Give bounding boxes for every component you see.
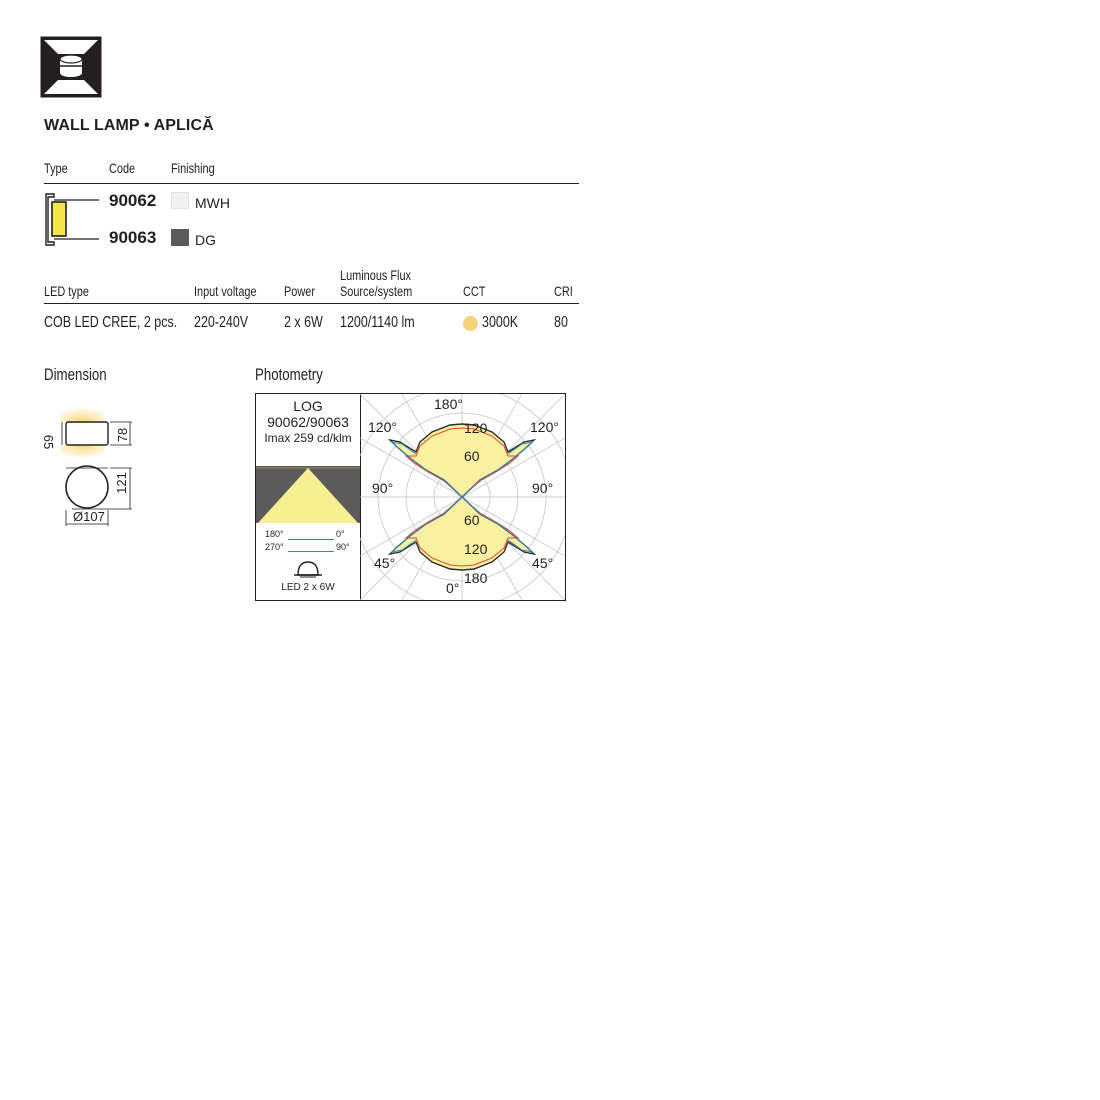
angle-90-left: 90° <box>372 480 394 496</box>
angle-45-left: 45° <box>374 555 396 571</box>
legend-b-right: 90° <box>336 542 350 552</box>
product-code: 90062 <box>109 191 157 210</box>
finish-name: DG <box>195 232 216 248</box>
legend-a-left: 180° <box>265 529 284 539</box>
flux-value: 1200/1140 lm <box>340 314 415 331</box>
photometry-panel <box>255 393 566 601</box>
polar-diagram <box>360 394 565 600</box>
led-source-label: LED 2 x 6W <box>281 582 335 593</box>
radial-60-up: 60 <box>464 448 480 464</box>
color-temperature-dot-icon <box>463 316 478 331</box>
led-type-header: LED type <box>44 283 89 299</box>
finish-swatch-dg <box>171 229 189 246</box>
photometry-label: Photometry <box>255 365 323 384</box>
angle-120-right: 120° <box>530 419 559 435</box>
specs-divider <box>44 303 579 304</box>
legend-a-right: 0° <box>336 529 345 539</box>
radial-120-down: 120 <box>464 541 488 557</box>
finishing-header: Finishing <box>171 160 215 176</box>
source-system-header: Source/system <box>340 283 413 299</box>
photometry-info <box>256 394 361 600</box>
radial-120-up: 120 <box>464 420 488 436</box>
cri-value: 80 <box>554 314 568 331</box>
angle-45-right: 45° <box>532 555 554 571</box>
dimension-label: Dimension <box>44 365 107 384</box>
power-header: Power <box>284 283 315 299</box>
page-title: WALL LAMP • APLICĂ <box>44 117 214 134</box>
cri-header: CRI <box>554 283 573 299</box>
beam-preview <box>256 466 360 523</box>
led-type-value: COB LED CREE, 2 pcs. <box>44 314 178 331</box>
legend-b-left: 270° <box>265 542 284 552</box>
input-voltage-value: 220-240V <box>194 314 249 331</box>
legend-line-b <box>288 551 334 552</box>
photometry-codes: 90062/90063 <box>267 414 349 430</box>
code-header: Code <box>109 160 136 176</box>
diameter-label: Ø107 <box>73 509 105 524</box>
product-code: 90063 <box>109 228 157 247</box>
finish-name: MWH <box>195 195 230 211</box>
finish-swatch-mwh <box>171 192 189 209</box>
imax-label: Imax 259 cd/klm <box>264 431 352 445</box>
height-inner-label: 65 <box>41 434 56 450</box>
depth-label: 121 <box>114 472 129 494</box>
cct-header: CCT <box>463 283 486 299</box>
input-voltage-header: Input voltage <box>194 283 257 299</box>
luminous-flux-header: Luminous Flux <box>340 267 412 283</box>
brand-logo <box>40 36 102 98</box>
angle-180-top: 180° <box>434 396 463 412</box>
led-source-icon <box>292 560 324 578</box>
wall-lamp-type-icon <box>44 193 100 249</box>
header-divider <box>44 183 579 184</box>
angle-90-right: 90° <box>532 480 554 496</box>
radial-180-down: 180 <box>464 570 488 586</box>
cct-value: 3000K <box>482 314 519 331</box>
type-header: Type <box>44 160 68 176</box>
legend-line-a <box>288 539 334 540</box>
angle-0-bottom: 0° <box>446 580 460 596</box>
radial-60-down: 60 <box>464 512 480 528</box>
angle-120-left: 120° <box>368 419 397 435</box>
power-value: 2 x 6W <box>284 314 323 331</box>
log-label: LOG <box>293 398 323 414</box>
height-outer-label: 78 <box>115 427 130 443</box>
